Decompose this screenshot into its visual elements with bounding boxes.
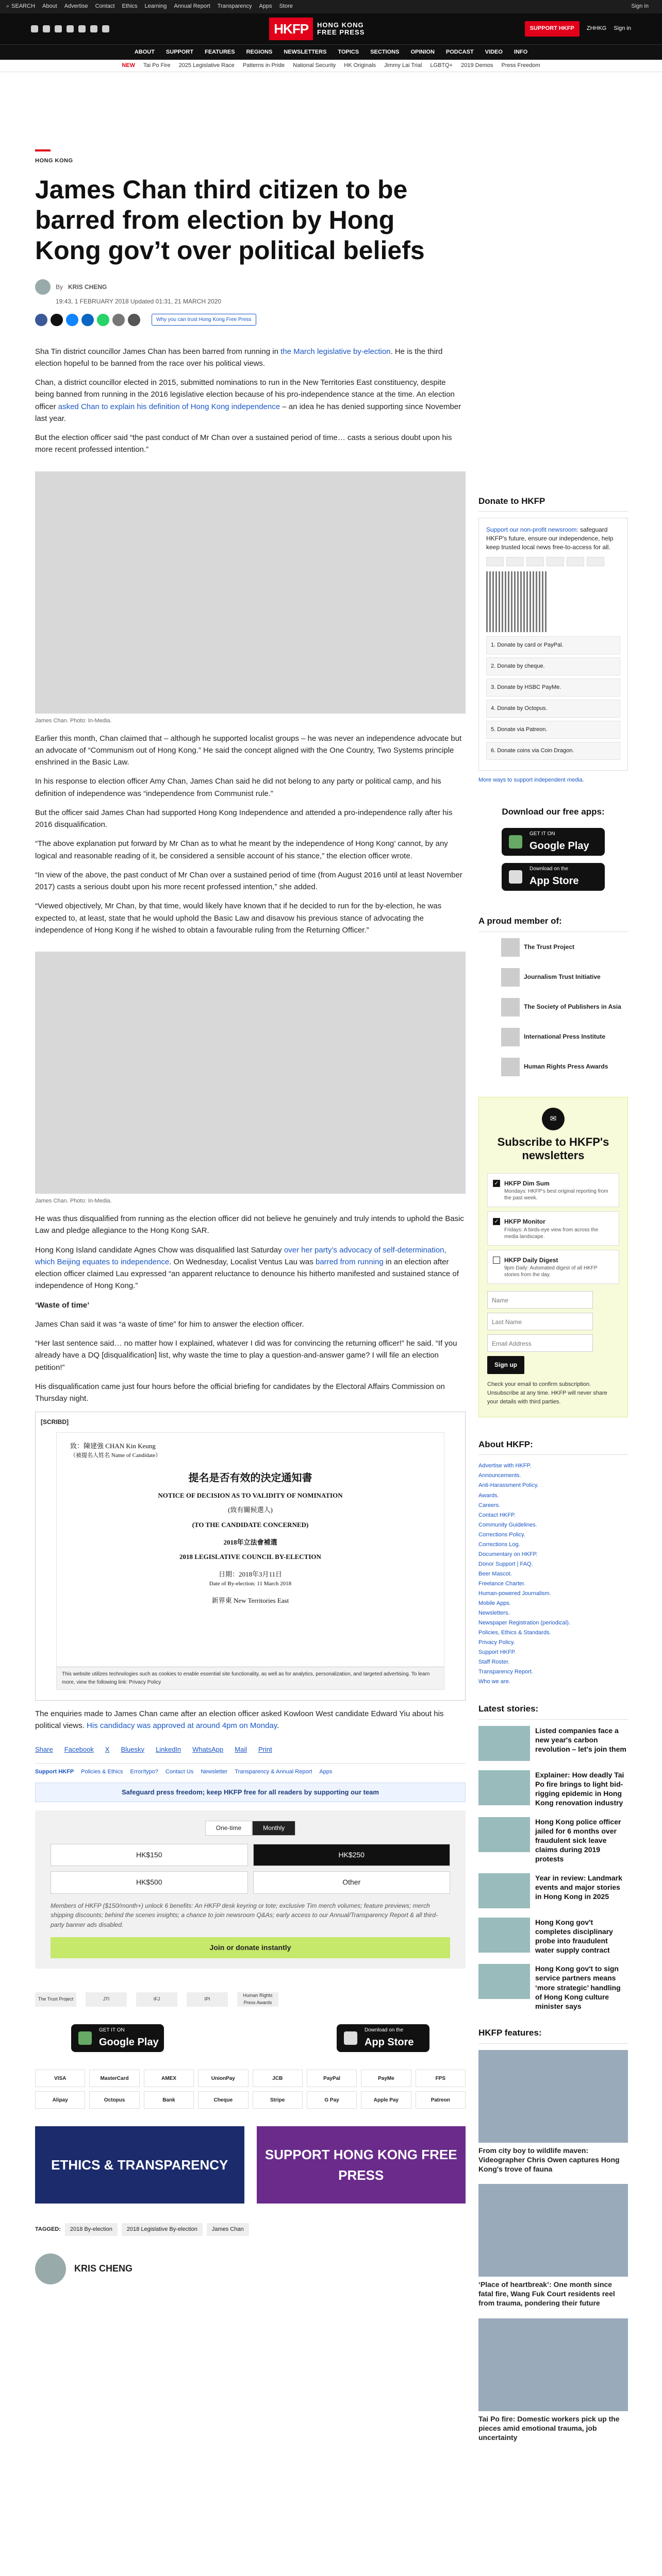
trending-link[interactable]: National Security (293, 62, 336, 69)
paragraph: James Chan said it was “a waste of time” for him to answer the election officer. (35, 1319, 304, 1329)
footer-link[interactable]: Support HKFP (35, 1768, 74, 1775)
qr-code (486, 571, 547, 632)
proud-heading: A proud member of: (478, 914, 628, 931)
feature-title[interactable]: ‘Place of heartbreak’: One month since fatal fire, Wang Fuk Court residents reel from trauma, pondering their future (478, 2280, 615, 2308)
rss-icon[interactable] (102, 25, 109, 32)
why-trust-button[interactable]: Why you can trust Hong Kong Free Press (152, 314, 256, 326)
badge-logo[interactable]: The Trust Project (35, 1992, 76, 2007)
sopa-icon (501, 998, 520, 1016)
story-thumbnail[interactable] (478, 1817, 530, 1852)
more-ways-link[interactable]: More ways to support independent media. (478, 777, 584, 784)
payment-logo: PayMe (361, 2070, 411, 2087)
mail-icon[interactable] (90, 25, 97, 32)
inline-link[interactable]: the March legislative by-election (280, 347, 391, 356)
tab-one-time[interactable]: One-time (205, 1821, 252, 1836)
top-utility-bar (0, 0, 662, 13)
tag-link[interactable]: 2018 Legislative By-election (122, 2223, 203, 2236)
story-thumbnail[interactable] (478, 1873, 530, 1908)
author-avatar[interactable] (35, 2253, 66, 2284)
article-category[interactable]: HONG KONG (35, 158, 73, 164)
payment-logo: Cheque (198, 2091, 248, 2109)
article-photo (35, 471, 466, 714)
newsletter-option[interactable]: ✓ HKFP Dim Sum Mondays: HKFP’s best original reporting from the past week. (487, 1173, 619, 1208)
apps-heading: Download our free apps: (502, 807, 605, 817)
donate-tabs (51, 1821, 450, 1836)
newsletter-option[interactable]: ✓ HKFP Monitor Fridays: A birds-eye view from across the media landscape. (487, 1211, 619, 1246)
story-title[interactable]: Hong Kong gov't completes disciplinary probe into fraudulent water supply contract (535, 1918, 613, 1955)
about-link[interactable]: Mobile Apps. (478, 1600, 511, 1607)
nav-item[interactable]: REGIONS (246, 48, 273, 55)
article-body (35, 346, 466, 2285)
article-footer-links (35, 1763, 466, 1776)
donate-option[interactable]: 5. Donate via Patreon. (486, 721, 620, 739)
about-link[interactable]: Careers. (478, 1502, 501, 1509)
about-link[interactable]: Advertise with HKFP. (478, 1463, 532, 1469)
support-hkfp-button[interactable]: SUPPORT HKFP (525, 21, 580, 36)
latest-heading: Latest stories: (478, 1702, 628, 1719)
visa-icon (486, 557, 504, 566)
about-link[interactable]: Corrections Log. (478, 1541, 520, 1548)
checkbox[interactable] (493, 1257, 500, 1264)
about-list (478, 1461, 628, 1687)
topbar-link[interactable]: Apps (259, 3, 272, 10)
nav-item[interactable]: FEATURES (205, 48, 235, 55)
paragraph: The enquiries made to James Chan came after an election officer asked Kowloon West candidate Edward Yiu about his political views. His candidacy was approved at around 4pm on Monday. (35, 1709, 444, 1731)
category-accent (35, 149, 51, 151)
signup-button[interactable]: Sign up (487, 1356, 524, 1374)
member-logo[interactable]: Journalism Trust Initiative (501, 968, 628, 987)
nav-item[interactable]: TOPICS (338, 48, 359, 55)
search-link[interactable]: ⌕ SEARCH (6, 2, 35, 11)
topbar-link[interactable]: Learning (144, 3, 167, 10)
promo-banners (35, 2126, 466, 2204)
article-column (35, 149, 466, 2284)
payment-logo: JCB (253, 2070, 303, 2087)
paragraph: He was thus disqualified from running as the election officer did not believe he genuinely and truly intends to uphold the Basic Law and pledge allegiance to the Hong Kong SAR. (35, 1214, 464, 1235)
sidebar (478, 495, 628, 2452)
story-thumbnail[interactable] (478, 1918, 530, 1953)
whatsapp-share-icon[interactable] (97, 314, 109, 326)
x-share-icon[interactable] (51, 314, 63, 326)
trending-bar (0, 60, 662, 72)
trust-project-icon (501, 938, 520, 957)
member-logo[interactable]: The Society of Publishers in Asia (501, 998, 628, 1016)
about-link[interactable]: Newsletters. (478, 1610, 510, 1617)
email-field[interactable]: Email Address (487, 1334, 593, 1352)
badge-logo[interactable]: IFJ (136, 1992, 177, 2007)
nav-item[interactable]: SECTIONS (370, 48, 400, 55)
footer-link[interactable]: Apps (319, 1768, 333, 1775)
tag-link[interactable]: 2018 By-election (65, 2223, 118, 2236)
scribd-label: [SCRIBD] (41, 1418, 69, 1426)
payment-logo: Bank (144, 2091, 194, 2109)
share-link[interactable]: Facebook (64, 1745, 94, 1753)
about-link[interactable]: Staff Roster. (478, 1659, 510, 1666)
story-item[interactable] (478, 1918, 628, 1955)
payme-icon (567, 557, 584, 566)
topbar-link[interactable]: About (42, 3, 57, 10)
payment-methods (35, 2070, 466, 2109)
story-thumbnail[interactable] (478, 1770, 530, 1805)
footer-link[interactable]: Policies & Ethics (81, 1768, 123, 1775)
youtube-icon[interactable] (78, 25, 86, 32)
mastercard-icon (506, 557, 524, 566)
membership-logos (478, 938, 628, 1076)
payment-logo: MasterCard (89, 2070, 139, 2087)
facebook-share-icon[interactable] (35, 314, 47, 326)
payment-logo: FPS (416, 2070, 466, 2087)
about-link[interactable]: Awards. (478, 1492, 499, 1499)
embedded-document[interactable]: 致：陳建強 CHAN Kin Keung （被提名人姓名 Name of Candidate） 提名是否有效的決定通知書 NOTICE OF DECISION AS TO VALIDITY OF NOMINATION (致有關候選人) (TO THE CANDIDATE CONCERNED) 2018年立法會補選 2018 LEGISLATIVE COUNCIL BY-ELECTION 日期：2018年3月11日 Date of By-election: 11 March 2018 新界東 New Territories East This website utilizes technologies such as cookies to enable essential site functionality, as well as for analytics, personalization, and targeted advertising. To learn more, view the following link: Privacy Policy (56, 1432, 444, 1690)
mail-share-icon[interactable] (112, 314, 125, 326)
sidebar-store-buttons (478, 828, 628, 891)
paragraph: “Her last sentence said… no matter how I explained, whatever I did was for convincing the returning officer!” he said. “If you already have a DQ [disqualification] list, why waste the time to play a question-and-answer game? I will file an election petition!” (35, 1339, 457, 1372)
nav-item[interactable]: PODCAST (445, 48, 474, 55)
paragraph: Sha Tin district councillor James Chan has been barred from running in the March legislative by-election. He is the third election hopeful to be banned from the race over his political views. (35, 347, 443, 368)
paragraph: Earlier this month, Chan claimed that – although he supported localist groups – he was never an independence advocate but an advocate of “Communism out of Hong Kong.” He said the concept aligned with the One Country, Two Systems principle enshrined in the Basic Law. (35, 734, 462, 767)
topbar-signin[interactable]: Sign in (631, 3, 649, 10)
footer-link[interactable]: Error/typo? (130, 1768, 158, 1775)
donate-widget (35, 1810, 466, 1969)
story-item[interactable] (478, 1964, 628, 2011)
about-link[interactable]: Human-powered Journalism. (478, 1590, 551, 1597)
about-link[interactable]: Documentary on HKFP. (478, 1551, 538, 1557)
hrpa-icon (501, 1058, 520, 1076)
byline: By KRIS CHENG (35, 279, 466, 295)
site-header (0, 13, 662, 44)
main-nav (0, 44, 662, 60)
paragraph: His disqualification came just four hours before the official briefing for candidates by the Electoral Affairs Commission on Thursday night. (35, 1382, 445, 1403)
feature-title[interactable]: Tai Po fire: Domestic workers pick up the pieces amid emotional trauma, job uncertainty (478, 2414, 620, 2442)
donate-option[interactable]: 4. Donate by Octopus. (486, 700, 620, 718)
newsletter-box (478, 1097, 628, 1417)
paragraph: But the officer said James Chan had supported Hong Kong Independence and attended a pro-independence rally after his 2016 disqualification. (35, 808, 453, 829)
about-link[interactable]: Anti-Harassment Policy. (478, 1482, 539, 1489)
donate-option[interactable]: 6. Donate coins via Coin Dragon. (486, 742, 620, 760)
paragraph: “The above explanation put forward by Mr Chan as to what he meant by the independence of Hong Kong’ cannot, by any logical and reasonable reading of it, be considered a sensible account of his stance,” the election officer wrote. (35, 839, 448, 860)
search-icon: ⌕ (6, 3, 10, 10)
about-link[interactable]: Corrections Policy. (478, 1531, 525, 1538)
donate-intro-link[interactable]: Support our non-profit newsroom: (486, 526, 578, 534)
header-signin[interactable]: Sign in (614, 25, 631, 32)
site-logo[interactable]: HKFP HONG KONG FREE PRESS (269, 18, 365, 40)
feature-image[interactable] (478, 2318, 628, 2411)
trending-link[interactable]: 2019 Demos (461, 62, 493, 69)
story-thumbnail[interactable] (478, 1964, 530, 1999)
paypal-icon (547, 557, 564, 566)
share-links (35, 1744, 466, 1755)
feature-image[interactable] (478, 2184, 628, 2277)
about-link[interactable]: Donor Support | FAQ. (478, 1561, 533, 1567)
feature-item[interactable] (478, 2318, 628, 2443)
topbar-link[interactable]: Advertise (64, 3, 88, 10)
donate-option[interactable]: 3. Donate by HSBC PayMe. (486, 679, 620, 697)
nav-item[interactable]: NEWSLETTERS (284, 48, 327, 55)
jti-icon (501, 968, 520, 987)
donate-option[interactable]: 2. Donate by cheque. (486, 657, 620, 675)
paragraph: But the election officer said “the past conduct of Mr Chan over a sustained period of time… casts a serious doubt upon his more recent professed intention.” (35, 433, 452, 454)
inline-link[interactable]: over her party’s advocacy of self-determination, which Beijing equates to independence (35, 1245, 446, 1266)
nav-item[interactable]: INFO (514, 48, 528, 55)
badge-logo[interactable]: IPI (187, 1992, 228, 2007)
share-link[interactable]: X (105, 1745, 110, 1753)
topbar-link[interactable]: Store (279, 3, 293, 10)
story-item[interactable] (478, 1873, 628, 1908)
subheading: ‘Waste of time’ (35, 1300, 90, 1310)
article-dates: 19:43, 1 FEBRUARY 2018 Updated 01:31, 21 MARCH 2020 (56, 298, 222, 306)
tag-list: TAGGED: 2018 By-election 2018 Legislative By-election James Chan (35, 2223, 466, 2236)
payment-logo: VISA (35, 2070, 85, 2087)
octopus-icon (587, 557, 604, 566)
instagram-icon[interactable] (55, 25, 62, 32)
topbar-link[interactable]: Transparency (217, 3, 252, 10)
tag-link[interactable]: James Chan (207, 2223, 249, 2236)
paragraph: Hong Kong Island candidate Agnes Chow was disqualified last Saturday over her party’s advocacy of self-determination, which Beijing equates to independence. On Wednesday, Localist Ventus Lau was barred from running in an election after election officer claimed Lau expressed “an apparent reluctance to denounce his hitherto manifested and sustained stance of independence of Hong Kong.” (35, 1245, 459, 1291)
app-store-button[interactable]: Download on the App Store (502, 863, 605, 891)
checkbox[interactable]: ✓ (493, 1180, 500, 1187)
story-title[interactable]: Explainer: How deadly Tai Po fire brings to light bid-rigging epidemic in Hong Kong renovation industry (535, 1770, 624, 1807)
amount-option[interactable]: HK$250 (253, 1844, 451, 1867)
trending-link[interactable]: LGBTQ+ (430, 62, 453, 69)
topbar-link[interactable]: Contact (95, 3, 115, 10)
share-link[interactable]: Print (258, 1745, 272, 1753)
share-link[interactable]: Bluesky (121, 1745, 144, 1753)
story-title[interactable]: Hong Kong police officer jailed for 6 months over fraudulent sick leave claims during 2019 protests (535, 1817, 621, 1863)
newsletter-footnote: Check your email to confirm subscription. Unsubscribe at any time. HKFP will never share your details with third parties. (487, 1381, 607, 1405)
cookie-notice: This website utilizes technologies such as cookies to enable essential site functionality, as well as for analytics, personalization, and targeted advertising. To learn more, view the following link: Privacy Policy (57, 1667, 444, 1689)
nav-item[interactable]: OPINION (410, 48, 435, 55)
amount-option[interactable]: HK$500 (51, 1871, 248, 1894)
threads-icon[interactable] (67, 25, 74, 32)
join-donate-button[interactable]: Join or donate instantly (51, 1937, 450, 1959)
google-play-icon (509, 835, 522, 849)
payment-logo: G Pay (307, 2091, 357, 2109)
paragraph: “In view of the above, the past conduct of Mr Chan over a sustained period of time (from August 2016 until at least November 2017) casts a serious doubt upon his more recent professed intention,” she added. (35, 870, 462, 892)
facebook-icon[interactable] (31, 25, 38, 32)
last-name-field[interactable]: Last Name (487, 1313, 593, 1330)
photo-caption: James Chan. Photo: In-Media. (35, 1198, 112, 1205)
about-link[interactable]: Support HKFP. (478, 1649, 516, 1656)
nav-item[interactable]: VIDEO (485, 48, 503, 55)
about-heading: About HKFP: (478, 1438, 628, 1455)
share-link[interactable]: Share (35, 1745, 53, 1753)
google-play-button[interactable]: GET IT ON Google Play (502, 828, 605, 856)
donate-box: Support our non-profit newsroom: safeguard HKFP's future, ensure our independence, help keep trusted local news free-to-access for all. 1. Donate by card or PayPal. 2. Donate by cheque. 3. Donate by HSBC PayMe. 4. Donate by Octopus. 5. Donate via Patreon. 6. Donate coins via Coin Dragon. (478, 518, 628, 771)
checkbox[interactable]: ✓ (493, 1218, 500, 1225)
ipi-icon (501, 1028, 520, 1046)
member-logo[interactable]: Human Rights Press Awards (501, 1058, 628, 1076)
linkedin-share-icon[interactable] (81, 314, 94, 326)
inline-link[interactable]: asked Chan to explain his definition of Hong Kong independence (58, 402, 280, 411)
badge-logo[interactable]: JTI (86, 1992, 127, 2007)
trending-link[interactable]: 2025 Legislative Race (178, 62, 235, 69)
share-link[interactable]: WhatsApp (192, 1745, 224, 1753)
feature-item[interactable] (478, 2184, 628, 2308)
payment-logo: Patreon (416, 2091, 466, 2109)
language-switch[interactable]: ZHHKG (586, 25, 607, 32)
ethics-banner[interactable]: ETHICS & TRANSPARENCY (35, 2126, 244, 2204)
app-store-button[interactable]: Download on the App Store (337, 2024, 429, 2052)
bluesky-share-icon[interactable] (66, 314, 78, 326)
payment-logo: AMEX (144, 2070, 194, 2087)
footer-link[interactable]: Contact Us (165, 1768, 194, 1775)
apple-icon (344, 2031, 357, 2045)
trending-link[interactable]: Tai Po Fire (143, 62, 171, 69)
donate-heading: Donate to HKFP (478, 495, 628, 512)
nav-item[interactable]: SUPPORT (166, 48, 194, 55)
share-link[interactable]: LinkedIn (156, 1745, 181, 1753)
inline-link[interactable]: His candidacy was approved at around 4pm on Monday (87, 1721, 277, 1731)
story-item[interactable] (478, 1817, 628, 1864)
safeguard-banner[interactable]: Safeguard press freedom; keep HKFP free for all readers by supporting our team (35, 1783, 466, 1802)
x-icon[interactable] (43, 25, 50, 32)
name-field[interactable]: Name (487, 1291, 593, 1309)
about-link[interactable]: Freelance Charter. (478, 1580, 526, 1587)
about-link[interactable]: Beer Mascot. (478, 1570, 512, 1577)
feature-title[interactable]: From city boy to wildlife maven: Videographer Chris Owen captures Hong Kong's trove of fauna (478, 2146, 620, 2173)
topbar-link[interactable]: Annual Report (174, 3, 210, 10)
feature-item[interactable] (478, 2050, 628, 2174)
membership-note: Members of HKFP ($150/month+) unlock 6 benefits: An HKFP desk keyring or tote; exclusive Tim merch volumes; feature previews; merch shipping discounts; behind the scenes insights; a chance to join newsroom Q&As; early access to our Annual/Transparency Report & all third-party banner ads disabled. (51, 1902, 438, 1929)
newsletter-option[interactable]: HKFP Daily Digest 9pm Daily: Automated digest of all HKFP stories from the day. (487, 1250, 619, 1284)
support-banner[interactable]: SUPPORT HONG KONG FREE PRESS (257, 2126, 466, 2204)
story-title[interactable]: Listed companies face a new year's carbon revolution – let's join them (535, 1726, 626, 1754)
about-link[interactable]: Who we are. (478, 1679, 510, 1685)
member-logo[interactable]: The Trust Project (501, 938, 628, 957)
author-avatar[interactable] (35, 279, 51, 295)
scribd-embed (35, 1412, 466, 1701)
amex-icon (526, 557, 544, 566)
about-link[interactable]: Community Guidelines. (478, 1521, 537, 1528)
author-box (35, 2253, 466, 2284)
story-item[interactable] (478, 1770, 628, 1808)
topbar-link[interactable]: Ethics (122, 3, 138, 10)
social-links (31, 25, 109, 32)
donate-option[interactable]: 1. Donate by card or PayPal. (486, 636, 620, 654)
badge-row (35, 1992, 466, 2007)
tab-monthly[interactable]: Monthly (252, 1821, 295, 1836)
trending-link[interactable]: Jimmy Lai Trial (384, 62, 422, 69)
story-item[interactable] (478, 1726, 628, 1761)
google-play-icon (78, 2031, 92, 2045)
amount-option[interactable]: HK$150 (51, 1844, 248, 1867)
author-name[interactable]: KRIS CHENG (74, 2263, 133, 2274)
trending-link[interactable]: HK Originals (344, 62, 376, 69)
paragraph: In his response to election officer Amy Chan, James Chan said he did not belong to any party or political camp, and his definition of independence was “independence from Communist rule.” (35, 777, 441, 798)
author-link[interactable]: KRIS CHENG (68, 283, 107, 291)
photo-caption: James Chan. Photo: In-Media. (35, 717, 112, 724)
store-row (35, 2024, 466, 2052)
trending-link[interactable]: Patterns in Pride (242, 62, 285, 69)
amount-option[interactable]: Other (253, 1871, 451, 1894)
about-link[interactable]: Announcements. (478, 1472, 521, 1479)
trending-link[interactable]: Press Freedom (501, 62, 540, 69)
payment-logo: Octopus (89, 2091, 139, 2109)
latest-stories (478, 1726, 628, 2011)
payment-logo: Apple Pay (361, 2091, 411, 2109)
about-link[interactable]: Privacy Policy. (478, 1639, 515, 1646)
member-logo[interactable]: International Press Institute (501, 1028, 628, 1046)
share-icons-top (35, 314, 466, 326)
paragraph: “Viewed objectively, Mr Chan, by that time, would likely have known that if he decided to run for the by-election, he was expected to, at least, state that he would uphold the Basic Law and disavow his previous stance of advocating the independence of Hong Kong if he wished to obtain a favourable ruling from the Returning Officer.” (35, 902, 442, 935)
donate-amounts (51, 1844, 450, 1894)
footer-link[interactable]: Newsletter (201, 1768, 228, 1775)
article-title: James Chan third citizen to be barred from election by Hong Kong gov’t over political beliefs (35, 175, 425, 265)
story-title[interactable]: Year in review: Landmark events and major stories in Hong Kong in 2025 (535, 1873, 622, 1901)
payment-logo: UnionPay (198, 2070, 248, 2087)
footer-link[interactable]: Transparency & Annual Report (235, 1768, 312, 1775)
features-heading: HKFP features: (478, 2026, 628, 2043)
nav-item[interactable]: ABOUT (134, 48, 155, 55)
payment-logo: Stripe (253, 2091, 303, 2109)
paragraph: Chan, a district councillor elected in 2015, submitted nominations to run in the New Territories East constituency, despite being banned from running in the 2016 legislative election because of his pro-independence stance at the time. An election officer asked Chan to explain his definition of Hong Kong independence – an idea he has denied supporting since November last year. (35, 378, 461, 423)
payment-logos (486, 557, 620, 566)
story-title[interactable]: Hong Kong gov't to sign service partners means ‘more strategic’ handling of Hong Kong culture minister says (535, 1964, 621, 2010)
article-photo (35, 952, 466, 1194)
badge-logo[interactable]: Human Rights Press Awards (237, 1992, 278, 2007)
about-link[interactable]: Transparency Report. (478, 1669, 533, 1675)
payment-logo: PayPal (307, 2070, 357, 2087)
mail-icon: ✉ (542, 1108, 565, 1130)
story-thumbnail[interactable] (478, 1726, 530, 1761)
share-link[interactable]: Mail (235, 1745, 247, 1753)
feature-image[interactable] (478, 2050, 628, 2143)
print-icon[interactable] (128, 314, 140, 326)
google-play-button[interactable]: GET IT ON Google Play (71, 2024, 164, 2052)
payment-logo: Alipay (35, 2091, 85, 2109)
about-link[interactable]: Newspaper Registration (periodical). (478, 1620, 570, 1626)
inline-link[interactable]: barred from running (315, 1257, 384, 1266)
feature-stories (478, 2050, 628, 2443)
about-link[interactable]: Contact HKFP. (478, 1512, 516, 1518)
newsletter-heading: Subscribe to HKFP's newsletters (497, 1135, 609, 1162)
about-link[interactable]: Policies, Ethics & Standards. (478, 1630, 551, 1636)
new-badge: NEW (122, 62, 135, 69)
apple-icon (509, 870, 522, 884)
